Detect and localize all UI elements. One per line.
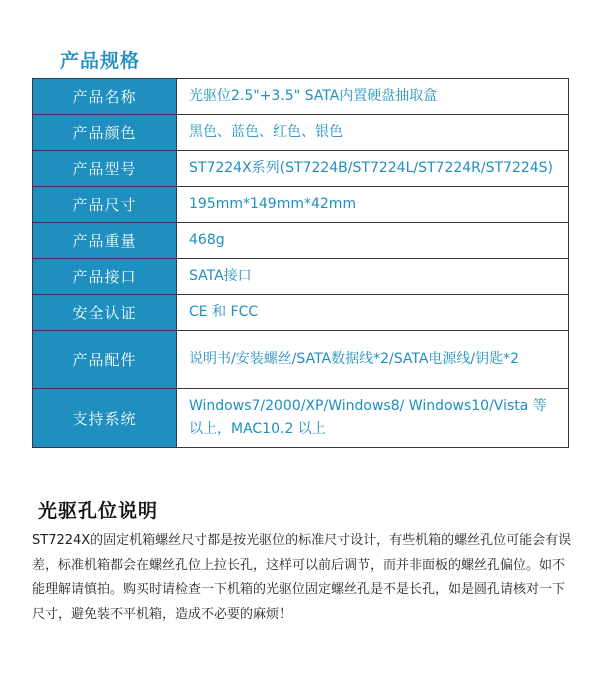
spec-value-model: ST7224X系列(ST7224B/ST7224L/ST7224R/ST7224S) [177, 151, 569, 187]
spec-row-size [33, 187, 569, 223]
spec-label-size: 产品尺寸 [33, 187, 177, 223]
spec-row-accessories [33, 331, 569, 389]
spec-label-os: 支持系统 [33, 389, 177, 448]
spec-value-size: 195mm*149mm*42mm [177, 187, 569, 223]
spec-value-accessories: 说明书/安装螺丝/SATA数据线*2/SATA电源线/钥匙*2 [177, 331, 569, 389]
spec-label-name: 产品名称 [33, 79, 177, 115]
hole-description: ST7224X的固定机箱螺丝尺寸都是按光驱位的标准尺寸设计，有些机箱的螺丝孔位可能会有误差，标准机箱都会在螺丝孔位上拉长孔，这样可以前后调节，而并非面板的螺丝孔偏位。如不能理解请慎拍。购买时请检查一下机箱的光驱位固定螺丝孔是不是长孔，如是圆孔请核对一下尺寸，避免装不平机箱，造成不必要的麻烦！ [32, 533, 572, 622]
spec-row-color [33, 115, 569, 151]
spec-row-certification [33, 295, 569, 331]
spec-label-model: 产品型号 [33, 151, 177, 187]
spec-row-model [33, 151, 569, 187]
spec-label-color: 产品颜色 [33, 115, 177, 151]
spec-label-interface: 产品接口 [33, 259, 177, 295]
spec-section-title: 产品规格 [60, 50, 141, 72]
spec-row-weight [33, 223, 569, 259]
spec-value-color: 黑色、蓝色、红色、银色 [177, 115, 569, 151]
spec-table [32, 78, 569, 448]
spec-value-certification: CE 和 FCC [177, 295, 569, 331]
spec-value-weight: 468g [177, 223, 569, 259]
spec-value-name: 光驱位2.5"+3.5" SATA内置硬盘抽取盒 [177, 79, 569, 115]
spec-row-interface [33, 259, 569, 295]
spec-row-os [33, 389, 569, 448]
spec-row-name [33, 79, 569, 115]
spec-label-weight: 产品重量 [33, 223, 177, 259]
spec-label-certification: 安全认证 [33, 295, 177, 331]
spec-label-accessories: 产品配件 [33, 331, 177, 389]
hole-section-title: 光驱孔位说明 [38, 500, 159, 522]
spec-value-os: Windows7/2000/XP/Windows8/ Windows10/Vista 等以上，MAC10.2 以上 [177, 389, 569, 448]
spec-value-interface: SATA接口 [177, 259, 569, 295]
